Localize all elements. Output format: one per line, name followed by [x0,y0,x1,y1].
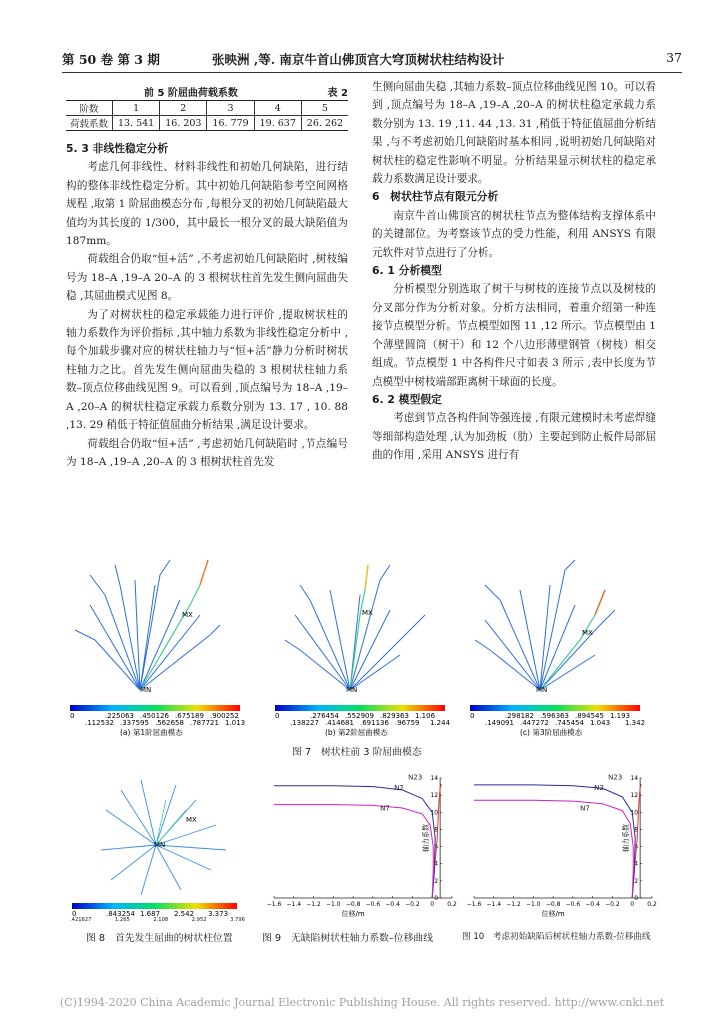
legend-value: .138227 [290,719,319,727]
series-label: N7 [380,804,390,813]
figure-9-caption: 图 9 无缺陷树状柱轴力系数–位移曲线 [262,933,433,944]
mn-marker: MN [536,686,548,694]
y-tick-label: 12 [630,792,639,800]
figure-10-chart [462,770,662,930]
series-label: N2 [394,784,404,792]
legend-value: .552909 [345,712,374,720]
series-label: N23 [608,773,623,782]
x-tick-label: −0.4 [585,901,600,908]
legend-value: .421627 [70,917,92,923]
y-tick-label: 4 [634,860,639,868]
table-cell: 16. 779 [207,116,254,131]
mn-marker: MN [154,841,166,849]
x-tick-label: −1.2 [506,901,521,908]
mx-marker: MX [182,611,193,619]
legend-value: .450126 [140,712,169,720]
legend-value: .298182 [505,712,534,720]
buckling-mode-1-plot [70,560,245,737]
x-tick-label: −1.4 [486,901,502,908]
paragraph: 生侧向屈曲失稳 ,其轴力系数–顶点位移曲线见图 10。可以看到 ,顶点编号为 18–A ,19–A ,20–A 的树状柱稳定承载力系数分别为 13. 19 ,11. 44 ,13. 31 ,稍低于特征值屈曲分析结果 ,与不考虑初始几何缺陷时基本相同 ,说明初始几何缺陷对树状柱的稳定性影响不明显。分析结果显示树状柱的稳定承载力系数满足设计要求。 [372,81,656,186]
legend-value: .96759 [395,719,420,727]
legend-value: .745454 [555,719,584,727]
section-heading: 6. 2 模型假定 [372,392,442,406]
table-header-cell: 阶数 [66,101,113,116]
copyright-footer: (C)1994-2020 China Academic Journal Electronic Publishing House. All rights reserved. http://www.cnki.net [59,996,665,1009]
y-axis-label: 轴力系数 [622,824,631,852]
legend-value: .829363 [380,712,409,720]
table-cell: 1 [113,101,160,116]
legend-value: 3.796 [230,917,245,923]
legend-value: 1.043 [590,719,611,727]
subfig-label: (c) 第3阶屈曲模态 [520,728,583,737]
y-tick-label: 8 [634,826,639,834]
series-label: N7 [580,804,590,813]
x-tick-label: −0.6 [565,901,581,908]
legend-value: .225063 [105,712,134,720]
mn-marker: MN [140,686,152,694]
y-tick-label: 14 [630,775,639,782]
mn-marker: MN [346,686,358,694]
table-number: 表 2 [327,88,348,99]
legend-value: .843254 [106,910,135,918]
table-row [66,116,348,131]
figure-8-caption: 图 8 首先发生屈曲的树状柱位置 [86,933,233,944]
legend-value: .337595 [120,719,149,727]
x-tick-label: −1.0 [526,901,541,908]
page-number: 37 [666,50,682,65]
legend-value: 1.193 [610,712,631,720]
x-tick-label: −1.6 [466,901,482,908]
y-tick-label: 0 [434,895,439,902]
table-cell: 5 [301,101,348,116]
running-header [62,46,682,73]
figure-8 [66,770,246,920]
series-line-n2 [274,786,435,898]
x-tick-label: −1.0 [326,901,341,908]
table-row [66,101,348,116]
series-line-n2 [474,785,635,898]
legend-value: 1.106 [415,712,436,720]
legend-value: .596363 [540,712,569,720]
x-tick-label: −0.8 [545,901,561,908]
right-column [372,78,656,465]
x-axis-label: 位移/m [341,910,365,918]
y-tick-label: 0 [634,895,639,902]
x-tick-label: −0.2 [405,901,420,908]
y-tick-label: 10 [430,809,439,817]
x-tick-label: −0.6 [365,901,381,908]
mx-marker: MX [582,629,593,637]
legend-value: 1.244 [430,719,451,727]
x-tick-label: −0.8 [345,901,361,908]
section-heading: 6. 1 分析模型 [372,264,442,278]
journal-volume: 第 50 卷 第 3 期 [62,52,160,67]
legend-value: 2.108 [153,917,169,923]
series-line-n7 [474,800,633,898]
mx-marker: MX [362,609,373,617]
legend-value: 1.687 [140,910,161,918]
subfig-label: (b) 第2阶屈曲模态 [325,728,388,737]
legend-value: .894545 [575,712,604,720]
paragraph: 分析模型分别选取了树干与树枝的连接节点以及树枝的分叉部分作为分析对象。分析方法相同，着重介绍第一种连接节点模型分析。节点模型如图 11 ,12 所示。节点模型由 1 个薄壁圆筒（树干）和 12 个八边形薄壁钢管（树枝）相交组成。节点模型 1 中各构件尺寸如表 3 所示 ,表中长度为节点模型中树枝端部距离树干球面的长度。 [372,283,656,388]
paragraph: 南京牛首山佛顶宫的树状柱节点为整体结构支撑体系中的关键部位。为考察该节点的受力性能，利用 ANSYS 有限元软件对节点进行了分析。 [372,209,656,259]
paragraph: 为了对树状柱的稳定承载能力进行评价 ,提取树状柱的轴力系数作为评价指标 ,其中轴力系数为非线性稳定分析中 ,每个加载步骤对应的树状柱轴力与“恒+活”静力分析时树状柱轴力之比。首先发生侧向屈曲失稳的 3 根树状柱轴力系数–顶点位移曲线见图 9。可以看到 ,顶点编号为 18–A ,19–A ,20–A 的树状柱稳定承载力系数分别为 13. 17 , 10. 88 ,13. 29 稍低于特征值屈曲分析结果 ,满足设计要求。 [66,308,348,432]
legend-value: .276454 [310,712,339,720]
series-label: N2 [594,784,604,792]
y-tick-label: 12 [430,792,439,800]
table-cell: 2 [160,101,207,116]
legend-value: 2.542 [174,910,195,918]
figure-7-caption: 图 7 树状柱前 3 阶屈曲模态 [292,747,422,758]
section-heading: 5. 3 非线性稳定分析 [66,142,169,155]
subfig-label: (a) 第1阶屈曲模态 [120,728,183,737]
paragraph: 考虑几何非线性、材料非线性和初始几何缺陷，进行结构的整体非线性稳定分析。其中初始几何缺陷参考空间网格规程 ,取第 1 阶屈曲模态分布 ,每根分叉的初始几何缺陷最大值均为其长度的 1/300，其中最长一根分叉的最大缺陷值为 187mm。 [66,161,348,248]
x-tick-label: 0 [430,901,435,908]
y-tick-label: 6 [434,843,439,851]
table-cell: 4 [254,101,301,116]
table-cell: 16. 203 [160,116,207,131]
legend-value: 1.013 [225,719,246,727]
paragraph: 考虑到节点各构件间等强连接 ,有限元建模时未考虑焊缝等细部构造处理 ,认为加劲板（肋）主要起到防止板件局部屈曲的作用 ,采用 ANSYS 进行有 [372,412,656,462]
x-tick-label: 0.2 [647,901,657,908]
legend-value: 3.373 [208,910,229,918]
legend-value: 1.342 [625,719,646,727]
y-tick-label: 2 [434,877,439,885]
table-caption [66,82,348,100]
legend-value: 2.952 [191,917,207,923]
left-column [66,140,348,471]
legend-value: .112532 [85,719,114,727]
x-tick-label: 0.2 [447,901,457,908]
paragraph: 荷载组合仍取“恒+活” ,不考虑初始几何缺陷时 ,树枝编号为 18–A ,19–A 20–A 的 3 根树状柱首先发生侧向屈曲失稳 ,其屈曲模式见图 8。 [66,253,348,303]
legend-value: .675189 [175,712,204,720]
legend-value: .900252 [210,712,239,720]
series-line-n7 [274,805,433,898]
legend-value: 0 [70,712,75,720]
legend-value: .562658 [155,719,184,727]
x-tick-label: −1.4 [286,901,302,908]
table-cell: 19. 637 [254,116,301,131]
x-tick-label: −1.6 [266,901,282,908]
mx-marker: MX [186,816,197,824]
y-tick-label: 14 [430,775,439,782]
section-heading: 6 树状柱节点有限元分析 [372,190,499,204]
series-label: N23 [408,773,423,782]
legend-value: 0 [275,712,280,720]
fig8-legend-bottom [70,917,245,923]
legend-value: 0 [470,712,475,720]
legend-value: .787721 [190,719,219,727]
x-tick-label: −1.2 [306,901,321,908]
x-tick-label: 0 [630,901,635,908]
x-tick-label: −0.2 [605,901,620,908]
figure-10-caption: 图 10 考虑初始缺陷后树状柱轴力系数-位移曲线 [462,932,651,942]
table-cell: 3 [207,101,254,116]
y-tick-label: 8 [434,826,439,834]
table-header-cell: 荷载系数 [66,116,113,131]
y-axis-label: 轴力系数 [422,824,431,852]
legend-value: .447272 [520,719,549,727]
buckling-mode-2-plot [275,565,451,737]
legend-value: 1.265 [114,917,130,923]
table-cell: 26. 262 [301,116,348,131]
y-tick-label: 4 [434,860,439,868]
buckling-factor-table [66,100,348,131]
running-title: 张映洲 ,等. 南京牛首山佛顶宫大穹顶树状柱结构设计 [212,52,505,67]
legend-value: .149091 [485,719,514,727]
figure-9-chart [262,770,462,930]
legend-value: .414681 [325,719,354,727]
y-tick-label: 6 [634,843,639,851]
y-tick-label: 10 [630,809,639,817]
paragraph: 荷载组合仍取“恒+活” ,考虑初始几何缺陷时 ,节点编号为 18–A ,19–A ,20–A 的 3 根树状柱首先发 [66,437,348,468]
x-axis-label: 位移/m [541,910,565,918]
table-cell: 13. 541 [113,116,160,131]
buckling-mode-3-plot [470,560,645,737]
y-tick-label: 2 [634,877,639,885]
legend-value: 0 [72,910,77,918]
x-tick-label: −0.4 [385,901,400,908]
table-title: 前 5 阶屈曲荷载系数 [144,88,238,99]
legend-value: .691136 [360,719,389,727]
figure-7 [60,555,670,740]
